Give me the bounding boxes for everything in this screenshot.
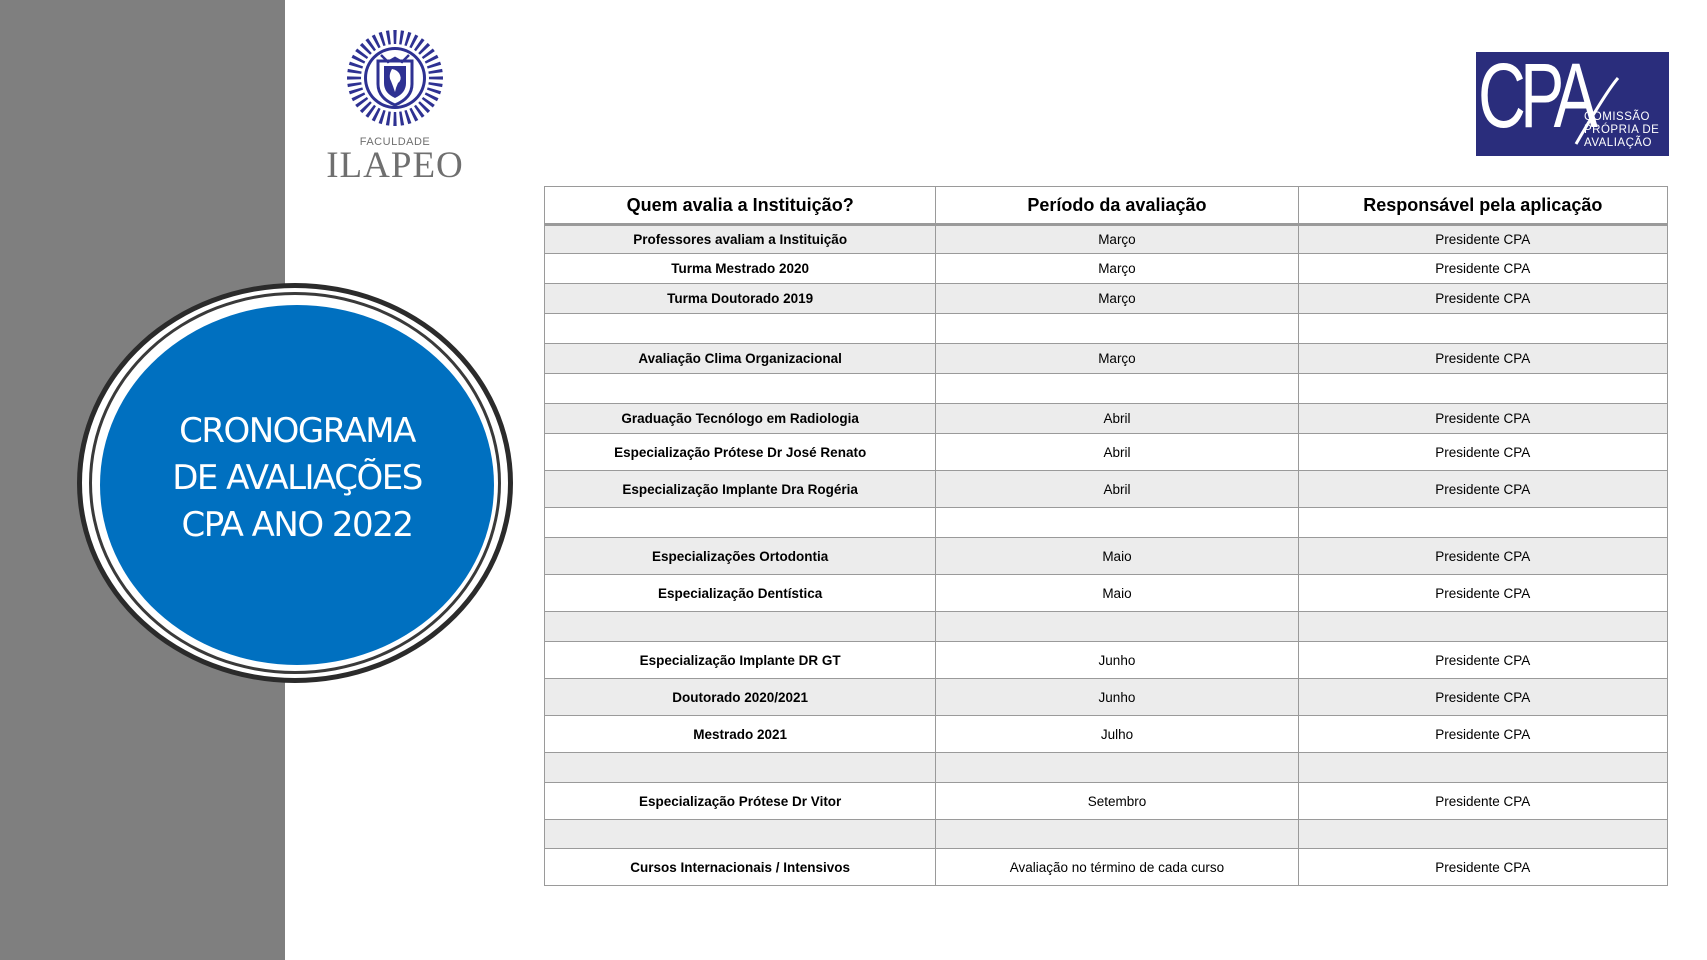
cell-responsible: Presidente CPA <box>1298 434 1667 471</box>
table-row-spacer <box>545 612 1668 642</box>
cell-evaluator: Especialização Implante Dra Rogéria <box>545 471 936 508</box>
cell-responsible: Presidente CPA <box>1298 344 1667 374</box>
cell-responsible: Presidente CPA <box>1298 642 1667 679</box>
cell-responsible: Presidente CPA <box>1298 225 1667 254</box>
emblem-ray <box>379 110 386 124</box>
table-row <box>545 225 1668 254</box>
cell-responsible: Presidente CPA <box>1298 849 1667 886</box>
emblem-ray <box>427 87 441 94</box>
cell-evaluator: Especialização Prótese Dr José Renato <box>545 434 936 471</box>
emblem-ray <box>349 62 363 69</box>
cell-period <box>936 820 1298 849</box>
table-row <box>545 642 1668 679</box>
cell-responsible: Presidente CPA <box>1298 404 1667 434</box>
table-row <box>545 434 1668 471</box>
table-row <box>545 471 1668 508</box>
cell-period: Abril <box>936 434 1298 471</box>
emblem-ray <box>428 82 442 87</box>
cell-responsible: Presidente CPA <box>1298 538 1667 575</box>
cell-period <box>936 753 1298 783</box>
cell-evaluator: Especialização Implante DR GT <box>545 642 936 679</box>
table-row <box>545 344 1668 374</box>
title-circle <box>100 305 494 665</box>
cell-responsible: Presidente CPA <box>1298 679 1667 716</box>
cell-evaluator: Especialização Prótese Dr Vitor <box>545 783 936 820</box>
cell-period: Junho <box>936 642 1298 679</box>
cell-period: Junho <box>936 679 1298 716</box>
cell-period: Abril <box>936 471 1298 508</box>
cell-evaluator: Avaliação Clima Organizacional <box>545 344 936 374</box>
header-evaluation-period: Período da avaliação <box>936 187 1298 225</box>
cell-responsible: Presidente CPA <box>1298 716 1667 753</box>
emblem-ray <box>347 76 361 79</box>
cell-evaluator <box>545 508 936 538</box>
cell-responsible <box>1298 820 1667 849</box>
table-row <box>545 849 1668 886</box>
cell-responsible: Presidente CPA <box>1298 783 1667 820</box>
cell-evaluator <box>545 612 936 642</box>
cell-period: Setembro <box>936 783 1298 820</box>
cell-period: Março <box>936 254 1298 284</box>
table-row-spacer <box>545 508 1668 538</box>
header-responsible: Responsável pela aplicação <box>1298 187 1667 225</box>
cell-responsible <box>1298 314 1667 344</box>
table-row-spacer <box>545 753 1668 783</box>
emblem-ray <box>379 32 386 46</box>
cell-evaluator <box>545 374 936 404</box>
header-who-evaluates: Quem avalia a Instituição? <box>545 187 936 225</box>
ilapeo-logo-faculdade: FACULDADE <box>359 136 431 148</box>
cell-evaluator <box>545 820 936 849</box>
cell-evaluator: Especializações Ortodontia <box>545 538 936 575</box>
cell-responsible <box>1298 374 1667 404</box>
table-row <box>545 404 1668 434</box>
cell-period <box>936 314 1298 344</box>
emblem-ray <box>386 30 391 44</box>
table-row <box>545 783 1668 820</box>
cell-period <box>936 612 1298 642</box>
cell-evaluator <box>545 753 936 783</box>
cell-responsible: Presidente CPA <box>1298 254 1667 284</box>
emblem-ray <box>429 76 443 79</box>
emblem-ray <box>386 111 391 125</box>
table-row-spacer <box>545 820 1668 849</box>
emblem-ray <box>347 69 361 74</box>
table-row <box>545 254 1668 284</box>
cell-evaluator: Mestrado 2021 <box>545 716 936 753</box>
cell-evaluator: Doutorado 2020/2021 <box>545 679 936 716</box>
page-title: CRONOGRAMA DE AVALIAÇÕES CPA ANO 2022 <box>172 410 422 545</box>
cpa-logo <box>1476 52 1669 156</box>
emblem-ray <box>427 62 441 69</box>
emblem-ray <box>349 87 363 94</box>
cell-evaluator: Professores avaliam a Instituição <box>545 225 936 254</box>
table-row-spacer <box>545 374 1668 404</box>
emblem-ray <box>393 30 396 44</box>
table-row <box>545 679 1668 716</box>
cell-period: Avaliação no término de cada curso <box>936 849 1298 886</box>
cell-evaluator: Turma Mestrado 2020 <box>545 254 936 284</box>
ilapeo-logo-name: ILAPEO <box>326 145 464 186</box>
cpa-logo-subtitle: COMISSÃO PRÓPRIA DE AVALIAÇÃO <box>1584 111 1660 149</box>
cell-period: Março <box>936 284 1298 314</box>
evaluation-schedule-table <box>544 186 1668 886</box>
cell-evaluator: Especialização Dentística <box>545 575 936 612</box>
cell-evaluator: Cursos Internacionais / Intensivos <box>545 849 936 886</box>
table-row <box>545 538 1668 575</box>
cell-period: Abril <box>936 404 1298 434</box>
cell-responsible <box>1298 753 1667 783</box>
emblem-ray <box>399 30 404 44</box>
cell-period <box>936 374 1298 404</box>
cell-responsible: Presidente CPA <box>1298 575 1667 612</box>
cell-evaluator <box>545 314 936 344</box>
cell-evaluator: Turma Doutorado 2019 <box>545 284 936 314</box>
cell-period: Maio <box>936 575 1298 612</box>
table-row <box>545 284 1668 314</box>
table-row <box>545 575 1668 612</box>
cell-responsible: Presidente CPA <box>1298 471 1667 508</box>
emblem-ray <box>404 110 411 124</box>
cell-responsible: Presidente CPA <box>1298 284 1667 314</box>
table-header-row <box>545 187 1668 225</box>
cell-responsible <box>1298 612 1667 642</box>
cell-period: Maio <box>936 538 1298 575</box>
cell-period: Março <box>936 344 1298 374</box>
emblem-ray <box>428 69 442 74</box>
table-row <box>545 716 1668 753</box>
cell-period: Julho <box>936 716 1298 753</box>
ilapeo-emblem-icon <box>320 28 470 133</box>
emblem-ray <box>347 82 361 87</box>
cell-period: Março <box>936 225 1298 254</box>
emblem-ray <box>393 112 396 126</box>
table-row-spacer <box>545 314 1668 344</box>
emblem-ray <box>399 111 404 125</box>
cpa-logo-acronym: CPA <box>1478 52 1593 147</box>
cell-evaluator: Graduação Tecnólogo em Radiologia <box>545 404 936 434</box>
ilapeo-logo <box>320 28 470 186</box>
cell-period <box>936 508 1298 538</box>
cell-responsible <box>1298 508 1667 538</box>
emblem-ray <box>404 32 411 46</box>
